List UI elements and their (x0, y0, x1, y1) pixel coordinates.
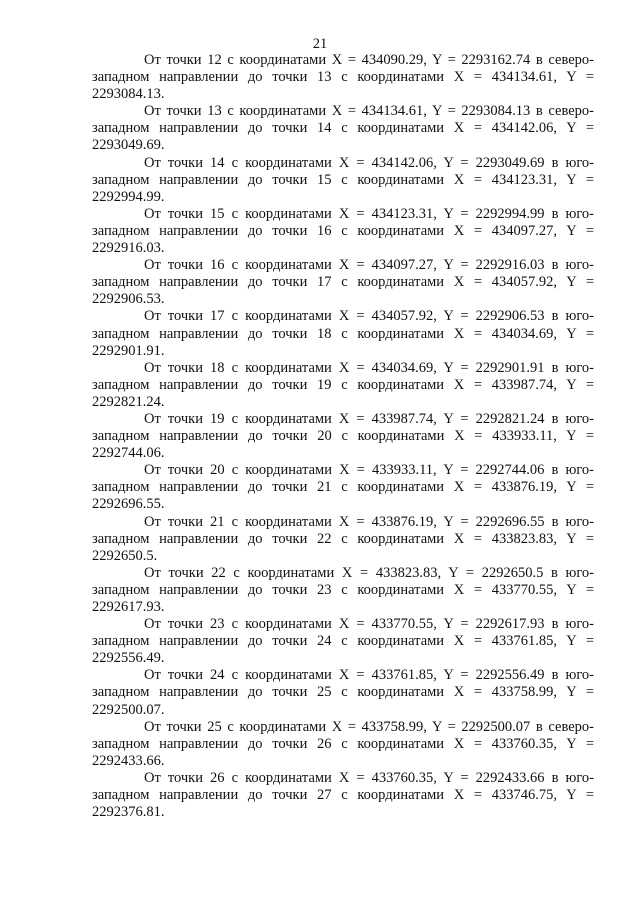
paragraph: От точки 25 с координатами X = 433758.99, Y = 2292500.07 в северо-западном направлении до точки 26 с координатами X = 433760.35, Y = 2292433.66. (92, 718, 594, 769)
paragraph: От точки 23 с координатами X = 433770.55, Y = 2292617.93 в юго-западном направлении до точки 24 с координатами X = 433761.85, Y = 2292556.49. (92, 616, 594, 667)
paragraph: От точки 14 с координатами X = 434142.06, Y = 2293049.69 в юго-западном направлении до точки 15 с координатами X = 434123.31, Y = 2292994.99. (92, 154, 594, 205)
paragraph: От точки 13 с координатами X = 434134.61, Y = 2293084.13 в северо-западном направлении до точки 14 с координатами X = 434142.06, Y = 2293049.69. (92, 103, 594, 154)
paragraph: От точки 15 с координатами X = 434123.31, Y = 2292994.99 в юго-западном направлении до точки 16 с координатами X = 434097.27, Y = 2292916.03. (92, 205, 594, 257)
page-number: 21 (312, 36, 328, 52)
paragraph: От точки 26 с координатами X = 433760.35, Y = 2292433.66 в юго-западном направлении до точки 27 с координатами X = 433746.75, Y = 2292376.81. (92, 769, 594, 821)
paragraph: От точки 17 с координатами X = 434057.92, Y = 2292906.53 в юго-западном направлении до точки 18 с координатами X = 434034.69, Y = 2292901.91. (92, 308, 594, 359)
paragraph: От точки 24 с координатами X = 433761.85, Y = 2292556.49 в юго-западном направлении до точки 25 с координатами X = 433758.99, Y = 2292500.07. (92, 667, 594, 718)
paragraph: От точки 19 с координатами X = 433987.74, Y = 2292821.24 в юго-западном направлении до точки 20 с координатами X = 433933.11, Y = 2292744.06. (92, 410, 594, 462)
document-body (92, 52, 594, 821)
paragraph: От точки 18 с координатами X = 434034.69, Y = 2292901.91 в юго-западном направлении до точки 19 с координатами X = 433987.74, Y = 2292821.24. (92, 359, 594, 410)
paragraph: От точки 16 с координатами X = 434097.27, Y = 2292916.03 в юго-западном направлении до точки 17 с координатами X = 434057.92, Y = 2292906.53. (92, 257, 594, 308)
paragraph: От точки 22 с координатами X = 433823.83, Y = 2292650.5 в юго-западном направлении до точки 23 с координатами X = 433770.55, Y = 2292617.93. (92, 564, 594, 615)
paragraph: От точки 21 с координатами X = 433876.19, Y = 2292696.55 в юго-западном направлении до точки 22 с координатами X = 433823.83, Y = 2292650.5. (92, 513, 594, 564)
paragraph: От точки 20 с координатами X = 433933.11, Y = 2292744.06 в юго-западном направлении до точки 21 с координатами X = 433876.19, Y = 2292696.55. (92, 462, 594, 513)
paragraph: От точки 12 с координатами X = 434090.29, Y = 2293162.74 в северо-западном направлении до точки 13 с координатами X = 434134.61, Y = 2293084.13. (92, 52, 594, 103)
